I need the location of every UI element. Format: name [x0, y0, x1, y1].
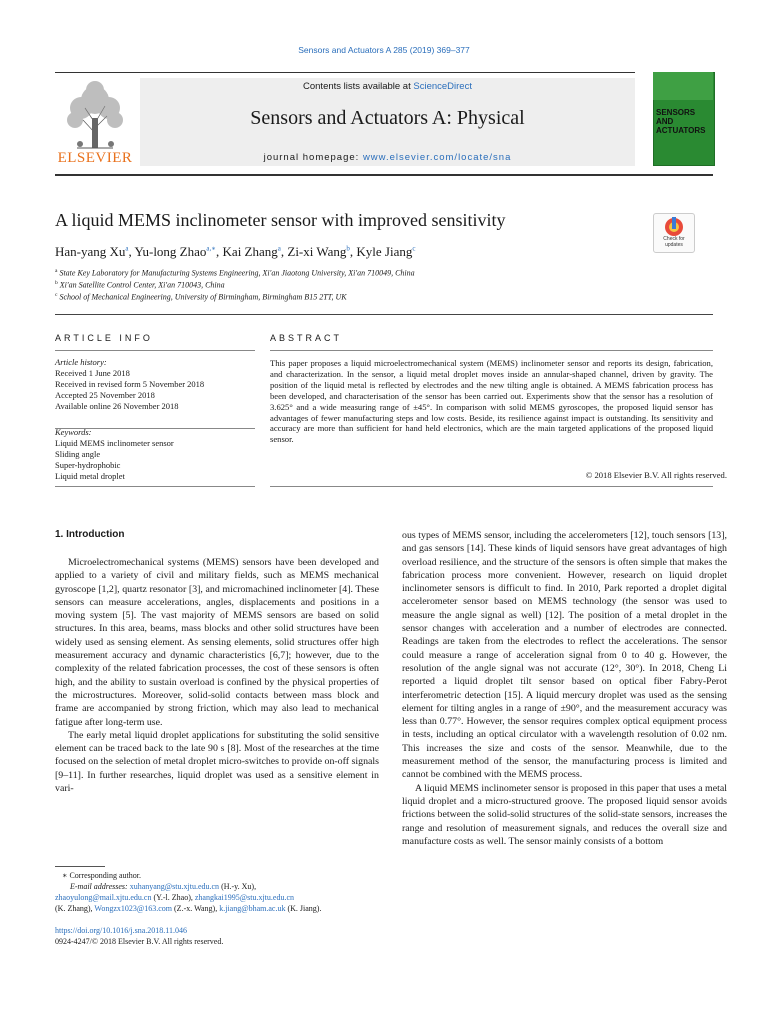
history-online: Available online 26 November 2018	[55, 401, 179, 411]
email-line-2: zhaoyulong@mail.xjtu.edu.cn (Y.-l. Zhao), zhangkai1995@stu.xjtu.edu.cn	[55, 893, 294, 902]
contents-available-line: Contents lists available at ScienceDirect	[303, 81, 472, 92]
doi-link[interactable]: https://doi.org/10.1016/j.sna.2018.11.046	[55, 926, 188, 935]
article-info-heading: ARTICLE INFO	[55, 333, 153, 343]
header-rule	[55, 72, 635, 73]
issn-copyright: 0924-4247/© 2018 Elsevier B.V. All rights reserved.	[55, 937, 224, 946]
author-affiliation-mark[interactable]: a	[277, 244, 281, 253]
article-history-label: Article history:	[55, 357, 107, 367]
keyword-item: Liquid MEMS inclinometer sensor	[55, 438, 174, 448]
journal-homepage-line: journal homepage: www.elsevier.com/locate/sna	[263, 152, 512, 163]
abstract-heading: ABSTRACT	[270, 333, 343, 343]
author-name[interactable]: Kyle Jiang	[356, 244, 413, 259]
info-rule	[55, 486, 255, 487]
body-paragraph: The early metal liquid droplet applications for substituting the solid sensitive element can be traced back to the late 90 s [8]. Most of the researches at the time focused on the selection of metal droplet micro-switches to provide on-off signals [9–11]. In further researches, liquid droplet was used as a sensitive element in vari-	[55, 729, 379, 795]
author-affiliation-mark[interactable]: c	[412, 244, 416, 253]
article-title: A liquid MEMS inclinometer sensor with improved sensitivity	[55, 210, 506, 230]
journal-cover-title: SENSORS AND ACTUATORS	[656, 108, 706, 135]
body-paragraph: ous types of MEMS sensor, including the accelerometers [12], touch sensors [13], and gas sensors [14]. These kinds of liquid sensors have great advantages of high overload resilience, and the structure of the sensors is often simple that makes the fabrication process more convenient. However, research on liquid droplet inclinometer sensors is difficult to find. In 2010, Park reported a droplet digital accelerometer sensor based on MEMS technology (the sensor was used to measure the angle signal as well) [12]. The position of a metal droplet in the sensor changes with acceleration and a number of electrodes are connected. Readings are taken from the electrodes to reflect the accelerations. The sensor could measure a range of acceleration signal from 0 to 40 g. However, the resolution of the angle signal was not accurate (12°, 30°). In 2018, Cheng Li reported a liquid droplet tilt sensor based on optical fiber Fabry-Perot interferometric detection [15]. A liquid mercury droplet was used as the sensing element for tilting angles in a range of ±90°, and the measurement accuracy was less than 0.77°. However, the sensor requires complex optical equipment process in tests, including an optical circulator with a wavelength resolution of 0.02 nm. This increases the size and costs of the sensor. Meanwhile, due to the measurement method of the sensor, the manufacturing process is limited and cannot be combined with the MEMS process.	[402, 530, 727, 781]
keyword-item: Sliding angle	[55, 449, 101, 459]
history-revised: Received in revised form 5 November 2018	[55, 379, 205, 389]
author-name[interactable]: Zi-xi Wang	[287, 244, 347, 259]
author-name[interactable]: Kai Zhang	[222, 244, 278, 259]
author-name[interactable]: Yu-long Zhao	[134, 244, 207, 259]
body-column-right	[402, 529, 727, 848]
footnote-rule	[55, 866, 105, 867]
crossmark-icon	[654, 214, 694, 238]
journal-reference-link[interactable]: Sensors and Actuators A 285 (2019) 369–377	[298, 45, 470, 55]
elsevier-wordmark: ELSEVIER	[57, 150, 133, 166]
body-paragraph: Microelectromechanical systems (MEMS) sensors have been developed and applied to a variety of civil and military fields, such as MEMS mechanical gyroscope [1,2], quartz resonator [3], and micromachined inclinometer [4]. These sensors can measure accelerations, angles, displacements and positions in a moving system [5]. The vast majority of MEMS sensors are based on solid structures. In this area, beams, mass blocks and other solid structures have been widely used as sensing element. As sensing elements, solid structures offer high measurement accuracy and dynamic characteristics [6,7]; however, due to the complexity of the related fabrication processes, the cost of these sensors is often high, and the ability to sustain overload is confined by the physical properties of the microstructures. Moreover, solid-solid contacts between mass block and frame are accompanied by strong friction, which may also lead to mechanical fatigue after long-term use.	[55, 557, 379, 728]
author-affiliation-mark[interactable]: a,∗	[206, 244, 217, 253]
journal-title: Sensors and Actuators A: Physical	[250, 107, 525, 129]
abstract-copyright: © 2018 Elsevier B.V. All rights reserved.	[585, 470, 727, 480]
affiliation-b: $^b$ Xi'an Satellite Control Center, Xi'an 710043, China	[55, 280, 225, 290]
section-rule	[55, 314, 713, 315]
author-name[interactable]: Han-yang Xu	[55, 244, 126, 259]
email-line-3: (K. Zhang), Wongzx1023@163.com (Z.-x. Wang), k.jiang@bham.ac.uk (K. Jiang).	[55, 904, 322, 913]
author-list: Han-yang Xu$^a$, Yu-long Zhao$^{a,∗}$, Kai Zhang$^a$, Zi-xi Wang$^b$, Kyle Jiang$^c$	[55, 244, 416, 259]
email-link[interactable]: zhangkai1995@stu.xjtu.edu.cn	[194, 893, 294, 902]
body-column-left	[55, 556, 379, 795]
keywords-label: Keywords:	[55, 427, 92, 437]
author-affiliation-mark[interactable]: a	[125, 244, 129, 253]
info-rule	[55, 350, 255, 351]
email-link[interactable]: zhaoyulong@mail.xjtu.edu.cn	[55, 893, 152, 902]
affiliation-c: $^c$ School of Mechanical Engineering, University of Birmingham, Birmingham B15 2TT, UK	[55, 292, 347, 302]
email-line-1: E-mail addresses: xuhanyang@stu.xjtu.edu.cn (H.-y. Xu),	[70, 882, 257, 891]
abstract-text: This paper proposes a liquid microelectromechanical system (MEMS) inclinometer sensor and reports its design, fabrication, and characterization. In the sensor, a liquid metal droplet moves inside an annular-shaped channel, driven by gravity. The position of the liquid metal is reflected by electrodes and the new tilting angle is obtained. A MEMS fabrication process has been developed, and characterisation of the sensor has been carried out. Experiments show that the sensor has a resolution of 3.625° and a wide measuring range of ±45°. In comparison with solid MEMS gyroscopes, the proposed liquid sensor has advantages of fewer manufacturing steps and low costs. Beside, its resilience against impact is outstanding. Its sensitivity and accuracy are more than sufficient for hand held electronics, which are the main targeted applications of the proposed liquid sensor.	[270, 358, 713, 445]
header-bottom-rule	[55, 174, 713, 176]
abstract-rule	[270, 486, 713, 487]
affiliation-a: $^a$ State Key Laboratory for Manufacturing Systems Engineering, Xi'an Jiaotong University, Xi'an 710049, China	[55, 268, 415, 278]
email-link[interactable]: Wongzx1023@163.com	[94, 904, 173, 913]
section-heading-introduction: 1. Introduction	[55, 529, 125, 540]
author-affiliation-mark[interactable]: b	[346, 244, 350, 253]
corresponding-author-note: ∗ Corresponding author.	[62, 871, 141, 880]
sciencedirect-link[interactable]: ScienceDirect	[413, 81, 472, 92]
body-paragraph: A liquid MEMS inclinometer sensor is proposed in this paper that uses a metal liquid droplet and a micro-structured groove. The proposed liquid sensor avoids frictions between the solid-solid structures of the solid-state sensors, increases the range and resolution of measurement signals, and reduces the overall size and manufacture costs as well. The sensor mainly consists of a bottom	[402, 782, 727, 847]
email-link[interactable]: k.jiang@bham.ac.uk	[219, 904, 286, 913]
check-for-updates-caption: Check for updates	[663, 236, 685, 248]
journal-cover-band	[653, 72, 713, 100]
history-received: Received 1 June 2018	[55, 368, 130, 378]
journal-homepage-link[interactable]: www.elsevier.com/locate/sna	[362, 152, 512, 163]
keyword-item: Super-hydrophobic	[55, 460, 121, 470]
abstract-rule	[270, 350, 713, 351]
history-accepted: Accepted 25 November 2018	[55, 390, 155, 400]
email-link[interactable]: xuhanyang@stu.xjtu.edu.cn	[129, 882, 220, 891]
keyword-item: Liquid metal droplet	[55, 471, 125, 481]
